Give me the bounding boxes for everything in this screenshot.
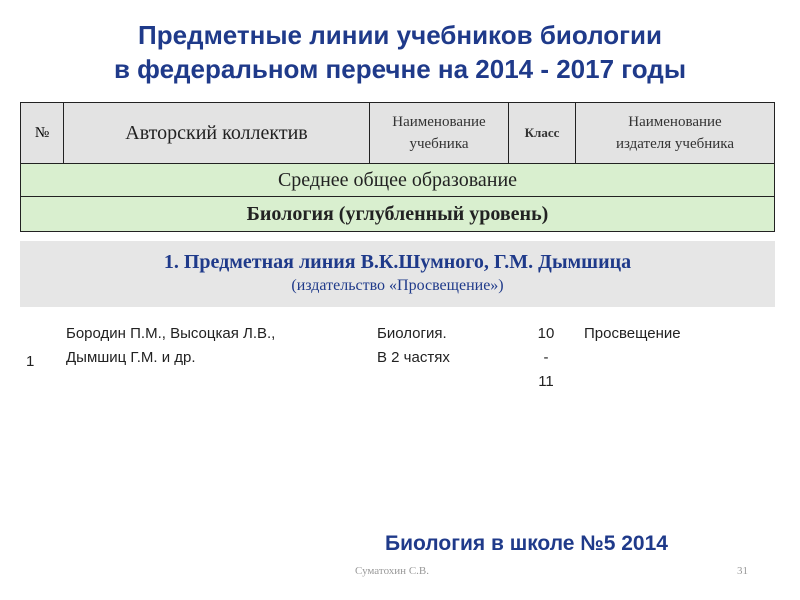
page-number: 31 bbox=[737, 565, 748, 577]
header-textbook-line-1: Наименование bbox=[392, 114, 486, 130]
row-number: 1 bbox=[26, 353, 35, 370]
row-textbook-line-1: Биология. bbox=[377, 325, 447, 342]
row-class-line-1: 10 bbox=[537, 325, 555, 342]
row-publisher: Просвещение bbox=[584, 325, 681, 342]
slide-title-line-1: Предметные линии учебников биологии bbox=[138, 20, 662, 50]
row-authors bbox=[66, 322, 275, 370]
section-row bbox=[21, 164, 775, 197]
textbook-table bbox=[20, 102, 775, 232]
subject-line-banner bbox=[20, 241, 775, 307]
row-textbook-line-2: В 2 частях bbox=[377, 349, 450, 366]
row-class bbox=[528, 322, 564, 394]
header-publisher bbox=[576, 103, 775, 164]
row-authors-line-1: Бородин П.М., Высоцкая Л.В., bbox=[66, 325, 276, 342]
subject-row bbox=[21, 197, 775, 232]
subject-line-title: 1. Предметная линия В.К.Шумного, Г.М. Дымшица bbox=[163, 251, 632, 273]
header-textbook-name bbox=[370, 103, 509, 164]
slide-title bbox=[0, 18, 800, 86]
header-number: № bbox=[21, 103, 64, 164]
row-class-line-3: 11 bbox=[538, 373, 554, 390]
school-caption: Биология в школе №5 2014 bbox=[385, 532, 668, 555]
slide-title-line-2: в федеральном перечне на 2014 - 2017 годы bbox=[113, 54, 687, 84]
header-textbook-line-2: учебника bbox=[409, 136, 469, 152]
subject-label: Биология (углубленный уровень) bbox=[21, 197, 775, 232]
row-authors-line-2: Дымшиц Г.М. и др. bbox=[66, 349, 196, 366]
row-textbook bbox=[377, 322, 450, 370]
header-publisher-line-1: Наименование bbox=[628, 114, 722, 130]
section-label: Среднее общее образование bbox=[21, 164, 775, 197]
header-publisher-line-2: издателя учебника bbox=[615, 136, 735, 152]
header-authors: Авторский коллектив bbox=[64, 103, 370, 164]
row-class-line-2: - bbox=[543, 349, 549, 366]
header-class: Класс bbox=[509, 103, 576, 164]
footer-author: Суматохин С.В. bbox=[355, 565, 429, 577]
subject-line-publisher: (издательство «Просвещение») bbox=[291, 277, 504, 294]
table-header-row bbox=[21, 103, 775, 164]
